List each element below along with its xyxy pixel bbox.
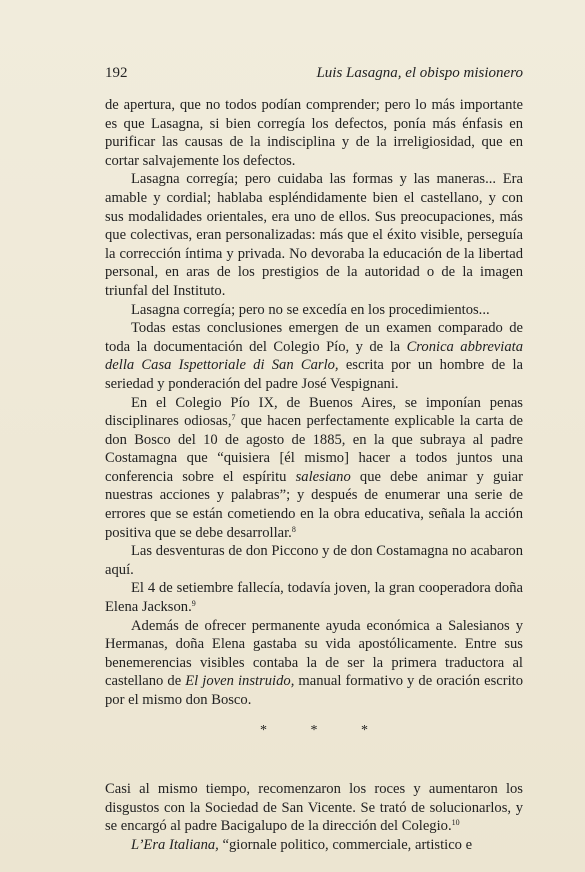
page-number: 192	[105, 65, 128, 81]
text-run: Todas estas conclusiones emergen de un examen comparado de toda la documentación del Colegio Pío, y de la	[105, 320, 523, 355]
text-run: “giornale politico, commerciale, artistico e	[218, 836, 473, 853]
text-run: escrita por un hombre de la seriedad y ponderación del padre José Vespignani.	[105, 357, 524, 392]
text-run: El 4 de setiembre fallecía, todavía joven, la gran cooperadora doña Elena Jackson.	[105, 580, 523, 616]
page-header	[105, 64, 523, 82]
section-separator	[105, 722, 523, 741]
separator-star: *	[361, 722, 368, 738]
paragraph	[105, 319, 523, 393]
footnote-ref: 8	[291, 524, 296, 534]
paragraph	[105, 836, 523, 855]
running-title: Luis Lasagna, el obispo misionero	[316, 65, 523, 81]
italic-title: Cronica abbreviata della Casa Ispettoriale di San Carlo,	[105, 338, 523, 374]
text-run: que debe animar y guiar nuestras acciones y palabras”; y después de enumerar una serie de errores que se están cometiendo en la obra educativa, señala la acción positiva que se debe desarrollar.	[105, 468, 523, 541]
paragraph: de apertura, que no todos podían comprender; pero lo más importante es que Lasagna, si bien corregía los defectos, ponía más énfasis en purificar las causas de la indisciplina y de la irreligiosidad, que en cortar salvajemente los defectos.	[105, 97, 523, 169]
paragraph	[105, 394, 523, 543]
paragraph	[105, 617, 523, 710]
text-run: que hacen perfectamente explicable la carta de don Bosco del 10 de agosto de 1885, en la que subraya al padre Costamagna que “quisiera [él mismo] hacer a todos juntos una conferencia sobre el espíritu	[105, 413, 523, 485]
footnote-ref: 10	[451, 818, 460, 828]
text-run: Casi al mismo tiempo, recomenzaron los roces y aumentaron los disgustos con la Sociedad de San Vicente. Se trató de solucionarlos, y se encargó al padre Bacigalupo de la dirección del Colegio.	[105, 781, 523, 835]
paragraph: Las desventuras de don Piccono y de don Costamagna no acabaron aquí.	[105, 543, 523, 578]
paragraph	[105, 579, 523, 616]
footnote-ref: 7	[231, 413, 236, 423]
page-body	[105, 96, 523, 855]
text-run: En el Colegio Pío IX, de Buenos Aires, se imponían penas disciplinares odiosas,	[105, 394, 523, 430]
italic-title: L’Era Italiana,	[131, 836, 219, 853]
text-run: manual formativo y de oración escrito por el mismo don Bosco.	[105, 673, 523, 708]
italic-title: El joven instruido,	[185, 673, 295, 690]
paragraph	[105, 780, 523, 836]
italic-word: salesiano	[295, 468, 351, 485]
paragraph: Lasagna corregía; pero cuidaba las formas y las maneras... Era amable y cordial; hablaba espléndidamente bien el castellano, y con sus modalidades orientales, era uno de ellos. Sus preocupaciones, más que colectivas, eran personalizadas: más que el éxito visible, perseguía la corrección íntima y privada. No devoraba la educación de la libertad personal, en aras de los prestigios de la autoridad o de la imagen triunfal del Instituto.	[105, 171, 523, 299]
text-run: Además de ofrecer permanente ayuda económica a Salesianos y Hermanas, doña Elena gastaba su vida apostólicamente. Entre sus benemerencias visibles contaba la de ser la primera traductora al castellano de	[105, 617, 523, 690]
footnote-ref: 9	[191, 599, 196, 609]
separator-star: *	[310, 722, 318, 738]
paragraph: Lasagna corregía; pero no se excedía en los procedimientos...	[131, 301, 490, 318]
separator-star: *	[260, 722, 267, 738]
